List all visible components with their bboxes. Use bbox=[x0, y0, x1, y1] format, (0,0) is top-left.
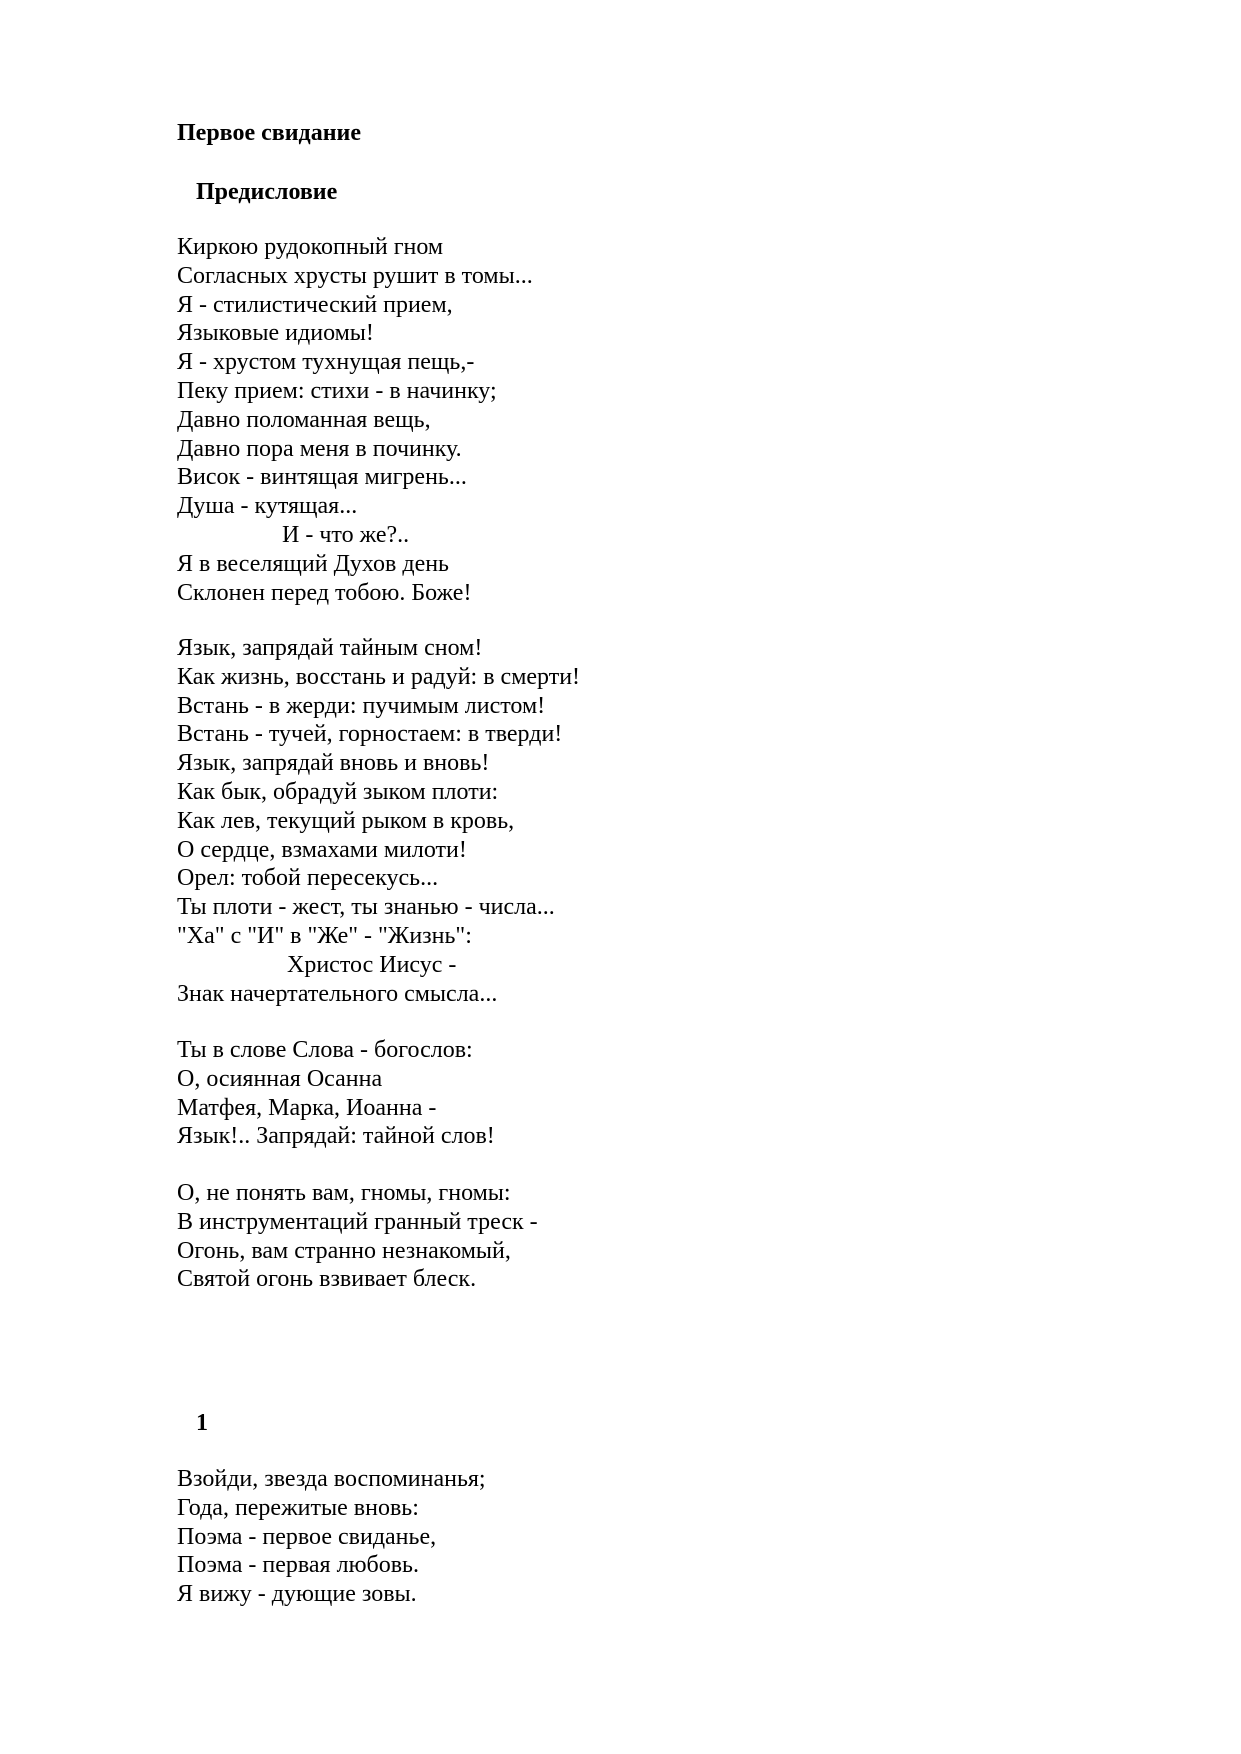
verse-line: Киркою рудокопный гном bbox=[177, 234, 444, 260]
poem-title: Первое свидание bbox=[177, 120, 362, 146]
verse-line: Я в веселящий Духов день bbox=[177, 550, 450, 577]
verse-line: Давно поломанная вещь, bbox=[177, 406, 431, 433]
verse-line: Как лев, текущий рыком в кровь, bbox=[177, 807, 515, 834]
verse-line: Я вижу - дующие зовы. bbox=[177, 1581, 417, 1608]
verse-line: Как жизнь, восстань и радуй: в смерти! bbox=[177, 663, 581, 690]
verse-line: Встань - тучей, горностаем: в тверди! bbox=[177, 721, 563, 748]
verse-line: Я - стилистический прием, bbox=[177, 291, 453, 318]
verse-line: Года, пережитые вновь: bbox=[177, 1494, 419, 1521]
verse-line: Матфея, Марка, Иоанна - bbox=[177, 1094, 437, 1121]
preface-stanza-1 bbox=[177, 233, 533, 607]
verse-line: Встань - в жерди: пучимым листом! bbox=[177, 692, 546, 719]
verse-line-indented: И - что же?.. bbox=[282, 521, 410, 548]
verse-line: Язык, запрядай вновь и вновь! bbox=[177, 750, 490, 777]
verse-line: Взойди, звезда воспоминанья; bbox=[177, 1466, 486, 1492]
verse-line-indented: Христос Иисус - bbox=[287, 951, 457, 978]
verse-line: Языковые идиомы! bbox=[177, 320, 374, 347]
verse-line: Висок - винтящая мигрень... bbox=[177, 464, 467, 491]
verse-line: Пеку прием: стихи - в начинку; bbox=[177, 377, 497, 404]
verse-line: Я - хрустом тухнущая пещь,- bbox=[177, 349, 475, 376]
verse-line: Язык!.. Запрядай: тайной слов! bbox=[177, 1123, 495, 1150]
verse-line: Ты плоти - жест, ты знанью - числа... bbox=[177, 894, 555, 921]
verse-line: Знак начертательного смысла... bbox=[177, 980, 498, 1007]
verse-line: Святой огонь взвивает блеск. bbox=[177, 1266, 477, 1293]
preface-heading: Предисловие bbox=[196, 179, 338, 205]
verse-line: Как бык, обрадуй зыком плоти: bbox=[177, 778, 499, 805]
verse-line: Орел: тобой пересекусь... bbox=[177, 865, 439, 892]
verse-line: О, не понять вам, гномы, гномы: bbox=[177, 1180, 511, 1206]
verse-line: О сердце, взмахами милоти! bbox=[177, 836, 467, 863]
verse-line: Давно пора меня в починку. bbox=[177, 435, 462, 462]
preface-stanza-3 bbox=[177, 1036, 495, 1151]
verse-line: Огонь, вам странно незнакомый, bbox=[177, 1237, 511, 1264]
verse-line: В инструментаций гранный треск - bbox=[177, 1208, 538, 1235]
verse-line: О, осиянная Осанна bbox=[177, 1065, 383, 1092]
verse-line: Душа - кутящая... bbox=[177, 493, 358, 520]
verse-line: "Ха" с "И" в "Же" - "Жизнь": bbox=[177, 922, 472, 949]
section-1-stanza bbox=[177, 1465, 486, 1609]
verse-line: Согласных хрусты рушит в томы... bbox=[177, 262, 533, 289]
verse-line: Ты в слове Слова - богослов: bbox=[177, 1037, 473, 1063]
verse-line: Язык, запрядай тайным сном! bbox=[177, 635, 483, 661]
preface-stanza-4 bbox=[177, 1179, 538, 1294]
verse-line: Поэма - первая любовь. bbox=[177, 1552, 419, 1579]
verse-line: Склонен перед тобою. Боже! bbox=[177, 579, 472, 606]
section-number: 1 bbox=[196, 1410, 208, 1436]
preface-stanza-2 bbox=[177, 634, 580, 1008]
verse-line: Поэма - первое свиданье, bbox=[177, 1523, 437, 1550]
